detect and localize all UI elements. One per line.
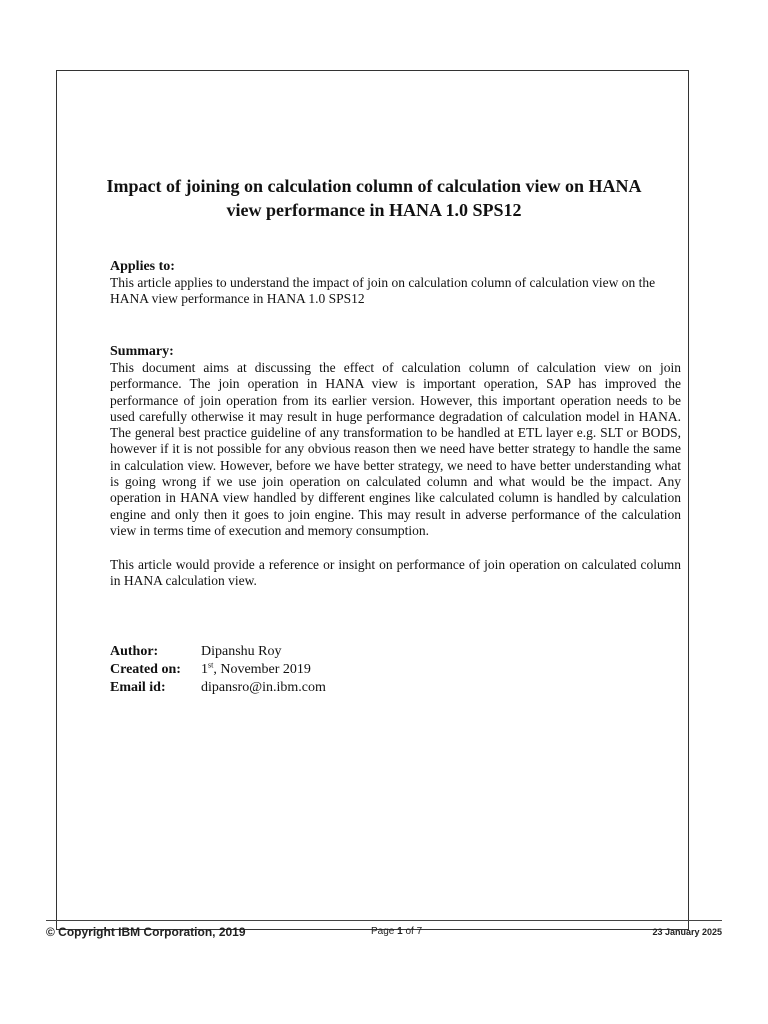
summary-paragraph-2: This article would provide a reference or insight on performance of join operation on calculated column in HANA calculation view.	[110, 557, 681, 589]
footer-date: 23 January 2025	[652, 927, 722, 937]
applies-to-body: This article applies to understand the impact of join on calculation column of calculation view on the HANA view performance in HANA 1.0 SPS12	[110, 275, 656, 307]
email-value: dipansro@in.ibm.com	[201, 680, 326, 695]
title-line-1: Impact of joining on calculation column of calculation view on HANA	[106, 176, 642, 196]
applies-to-heading: Applies to:	[110, 259, 175, 274]
created-value	[201, 661, 311, 679]
page-footer	[46, 925, 722, 939]
author-value: Dipanshu Roy	[201, 644, 282, 659]
summary-paragraph-1: This document aims at discussing the effect of calculation column of calculation view on join performance. The join operation in HANA view is important operation, SAP has improved the performance of join operation from its earlier version. However, this important operation needs to be used carefully otherwise it may result in huge performance degradation of calculation model in HANA. The general best practice guideline of any transformation to be handled at ETL layer e.g. SLT or BODS, however if it is not possible for any obvious reason then we need have better strategy to handle the same in calculation view. However, before we have better strategy, we need to have better understanding what is going wrong if we use join operation on calculated column and what would be the impact. Any operation in HANA view handled by different engines like calculated column is handled by calculation engine and only then it goes to join engine. This may result in adverse performance of the calculation view in terms time of execution and memory consumption.	[110, 360, 681, 538]
page-current: 1	[397, 926, 403, 937]
email-label: Email id:	[110, 680, 166, 695]
summary-heading: Summary:	[110, 344, 174, 359]
author-row	[110, 643, 326, 661]
page-prefix: Page	[371, 926, 398, 937]
document-title	[70, 174, 678, 222]
author-label: Author:	[110, 644, 159, 659]
footer-page-number	[371, 926, 422, 937]
created-row	[110, 661, 326, 679]
title-line-2: view performance in HANA 1.0 SPS12	[226, 200, 522, 220]
document-meta	[110, 643, 326, 697]
footer-copyright: © Copyright IBM Corporation, 2019	[46, 925, 246, 939]
created-day: 1	[201, 662, 208, 677]
footer-divider	[46, 920, 722, 921]
created-ordinal: st	[208, 660, 214, 670]
page-total: of 7	[402, 926, 423, 937]
email-row	[110, 679, 326, 697]
created-rest: , November 2019	[213, 662, 311, 677]
created-label: Created on:	[110, 662, 181, 677]
